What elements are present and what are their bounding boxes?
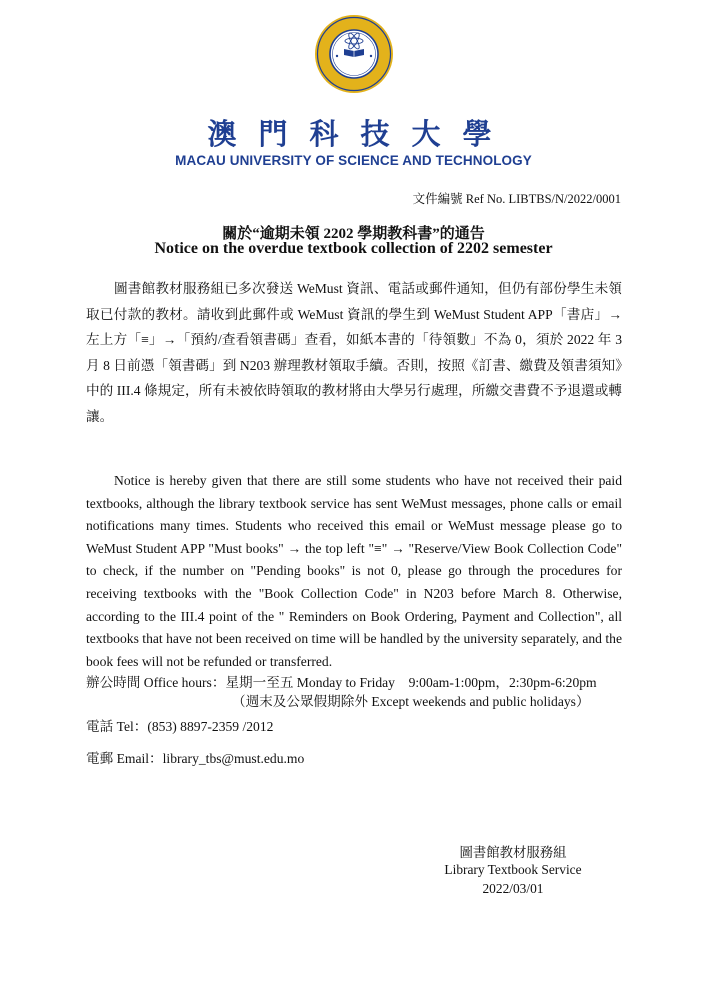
notice-title-en: Notice on the overdue textbook collection of 2202 semester [154,240,553,257]
telephone: 電話 Tel：(853) 8897-2359 /2012 [86,719,274,734]
reference-number: 文件編號 Ref No. LIBTBS/N/2022/0001 [412,192,621,206]
office-hours-note: （週末及公眾假期除外 Except weekends and public holidays） [232,694,590,709]
office-hours: 辦公時間 Office hours：星期一至五 Monday to Friday 9:00am-1:00pm，2:30pm-6:20pm [86,675,597,690]
university-name-cn: 澳門科技大學 [207,117,514,151]
notice-body-en: Notice is hereby given that there are still some students who have not received their paid textbooks, although the library textbook service has sent WeMust messages, phone calls or email notifications many times. Students who received this email or WeMust message please go to WeMust Student APP "Must books" → the top left "≡" → "Reserve/View Book Collection Code" to check, if the number on "Pending books" is not 0, please go through the procedures for receiving textbooks with the "Book Collection Code" in N203 before March 8. Otherwise, according to the III.4 point of the " Reminders on Book Ordering, Payment and Collection", all textbooks that have not been received on time will be handled by the university separately, and the book fees will not be refunded or transferred. [86,473,622,669]
email-address: 電郵 Email：library_tbs@must.edu.mo [86,751,305,766]
signature-dept-en: Library Textbook Service [444,862,582,877]
university-seal-logo [314,14,394,94]
signature-date: 2022/03/01 [482,881,544,896]
notice-title-cn: 關於“逾期未領 2202 學期教科書”的通告 [222,226,485,242]
university-name-en: MACAU UNIVERSITY OF SCIENCE AND TECHNOLOGY [175,153,532,168]
signature-dept-cn: 圖書館教材服務組 [459,845,567,860]
notice-body-cn: 圖書館教材服務組已多次發送 WeMust 資訊、電話或郵件通知，但仍有部份學生未領取已付款的教材。請收到此郵件或 WeMust 資訊的學生到 WeMust Student APP「書店」→ 左上方「≡」→「預約/查看領書碼」查看，如紙本書的「待領數」不為 0，須於 2022 年 3 月 8 日前憑「領書碼」到 N203 辦理教材領取手續。否則，按照《訂書、繳費及領書須知》中的 III.4 條規定，所有未被依時領取的教材將由大學另行處理，所繳交書費不予退還或轉讓。 [86,281,622,424]
